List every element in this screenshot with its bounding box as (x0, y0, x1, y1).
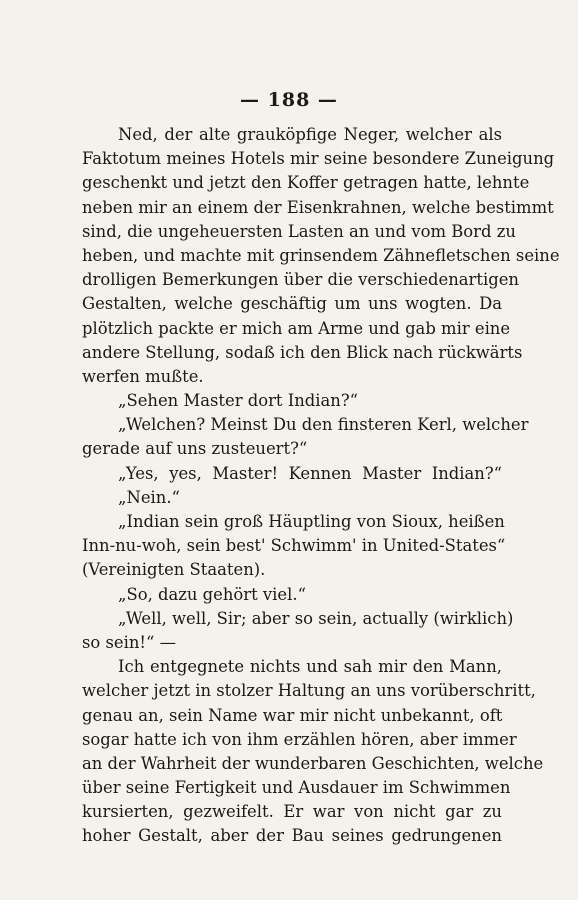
text-line: hoher Gestalt, aber der Bau seines gedrungenen (82, 826, 502, 846)
text-line: über seine Fertigkeit und Ausdauer im Schwimmen (82, 778, 511, 798)
text-line: werfen mußte. (82, 366, 204, 386)
body-text (82, 123, 560, 849)
text-line: „Nein.“ (118, 487, 180, 507)
text-line: Ich entgegnete nichts und sah mir den Mann, (118, 657, 502, 677)
text-line: „Sehen Master dort Indian?“ (118, 391, 358, 411)
text-line: sind, die ungeheuersten Lasten an und vom Bord zu (82, 221, 516, 241)
text-line: „Welchen? Meinst Du den finsteren Kerl, welcher (118, 415, 529, 435)
page-number: — 188 — (240, 89, 338, 111)
text-line: gerade auf uns zusteuert?“ (82, 439, 308, 459)
text-line: welcher jetzt in stolzer Haltung an uns vorüberschritt, (82, 681, 536, 701)
text-line: kursierten, gezweifelt. Er war von nicht gar zu (82, 802, 502, 822)
text-line: „Indian sein groß Häuptling von Sioux, heißen (118, 512, 505, 531)
text-line: Faktotum meines Hotels mir seine besondere Zuneigung (82, 149, 555, 169)
text-line: geschenkt und jetzt den Koffer getragen hatte, lehnte (82, 173, 530, 193)
text-line: (Vereinigten Staaten). (82, 560, 266, 580)
text-line: Ned, der alte grauköpfige Neger, welcher als (118, 125, 502, 144)
text-line: plötzlich packte er mich am Arme und gab mir eine (82, 318, 511, 338)
text-line: heben, und machte mit grinsendem Zähnefletschen seine (82, 245, 560, 265)
text-line: „So, dazu gehört viel.“ (118, 584, 306, 604)
text-line: genau an, sein Name war mir nicht unbekannt, oft (82, 705, 503, 725)
text-line: sogar hatte ich von ihm erzählen hören, aber immer (82, 729, 517, 749)
text-line: Gestalten, welche geschäftig um uns wogten. Da (82, 294, 502, 314)
text-line: andere Stellung, sodaß ich den Blick nach rückwärts (82, 342, 523, 362)
text-line: „Yes, yes, Master! Kennen Master Indian?“ (118, 463, 502, 483)
text-line: neben mir an einem der Eisenkrahnen, welche bestimmt (82, 197, 554, 217)
text-line: Inn-nu-woh, sein best' Schwimm' in United-States“ (82, 536, 506, 556)
text-line: an der Wahrheit der wunderbaren Geschichten, welche (82, 753, 544, 773)
text-line: so sein!“ — (82, 632, 176, 652)
text-line: drolligen Bemerkungen über die verschiedenartigen (82, 270, 519, 290)
text-line: „Well, well, Sir; aber so sein, actually (wirklich) (118, 608, 514, 628)
